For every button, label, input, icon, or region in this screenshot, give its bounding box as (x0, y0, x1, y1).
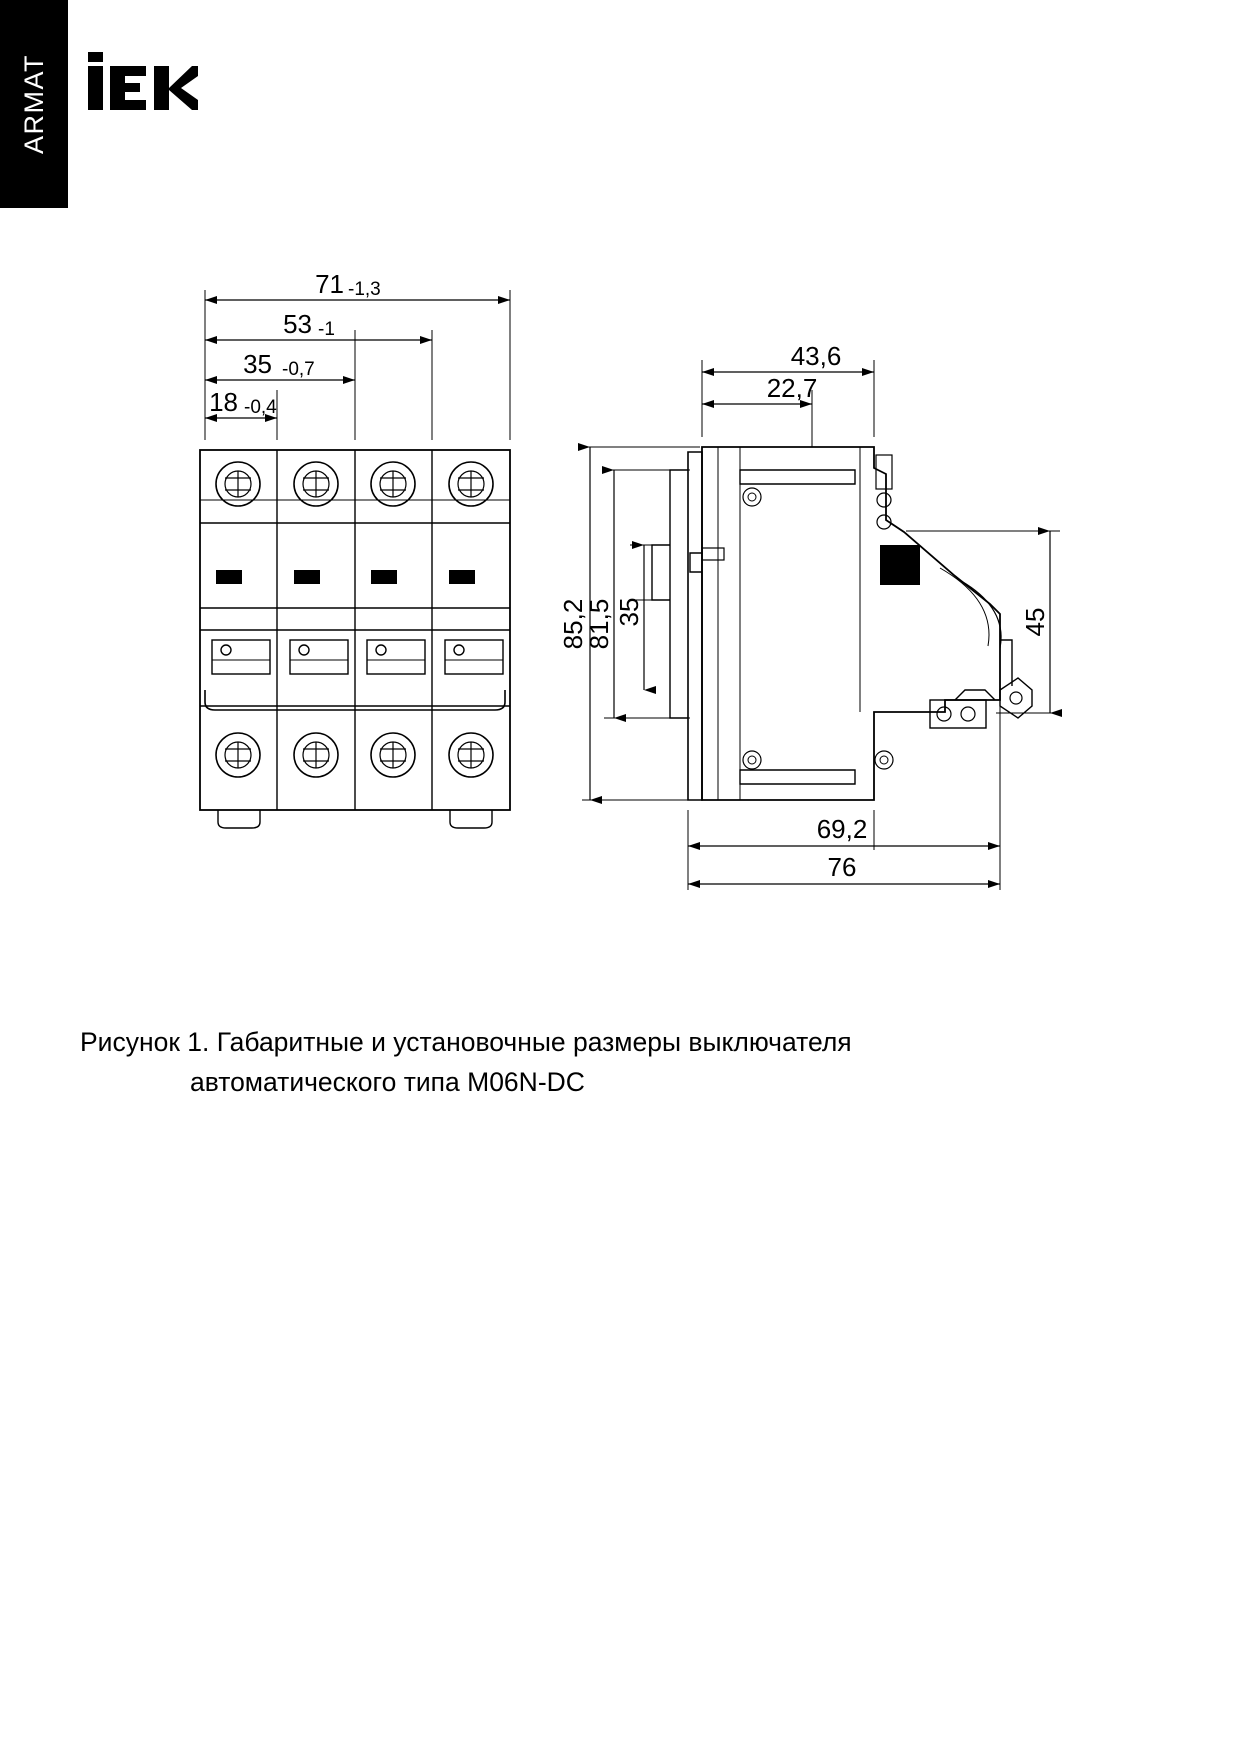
figure-caption-line-2: автоматического типа M06N-DC (190, 1067, 585, 1097)
dimension-label-35-side: 35 (614, 597, 644, 627)
dimension-label-35: 35 (243, 349, 272, 379)
dimension-tolerance-53: -1 (318, 319, 335, 340)
armat-banner-label: ARMAT (18, 54, 49, 154)
dimension-label-22-7: 22,7 (766, 373, 818, 403)
dimension-tolerance-71: -1,3 (348, 279, 381, 300)
dimension-label-69-2: 69,2 (816, 814, 868, 844)
armat-banner (0, 0, 68, 208)
dimension-label-81-5: 81,5 (584, 598, 614, 650)
iek-logo (88, 52, 198, 114)
dimension-label-76: 76 (827, 852, 857, 882)
dimension-label-18: 18 (209, 387, 238, 417)
dimension-label-71: 71 (315, 269, 344, 299)
side-view-body (652, 447, 1032, 800)
figure-caption-line-1: Рисунок 1. Габаритные и установочные размеры выключателя (80, 1027, 852, 1057)
front-view-body (200, 450, 510, 828)
dimension-label-43-6: 43,6 (790, 341, 842, 371)
dimension-tolerance-35: -0,7 (282, 359, 315, 380)
dimension-label-45: 45 (1020, 607, 1050, 637)
dimension-label-85-2: 85,2 (558, 598, 588, 650)
figure-caption (80, 1022, 1020, 1102)
dimension-tolerance-18: -0,4 (244, 397, 277, 418)
dimension-label-53: 53 (283, 309, 312, 339)
